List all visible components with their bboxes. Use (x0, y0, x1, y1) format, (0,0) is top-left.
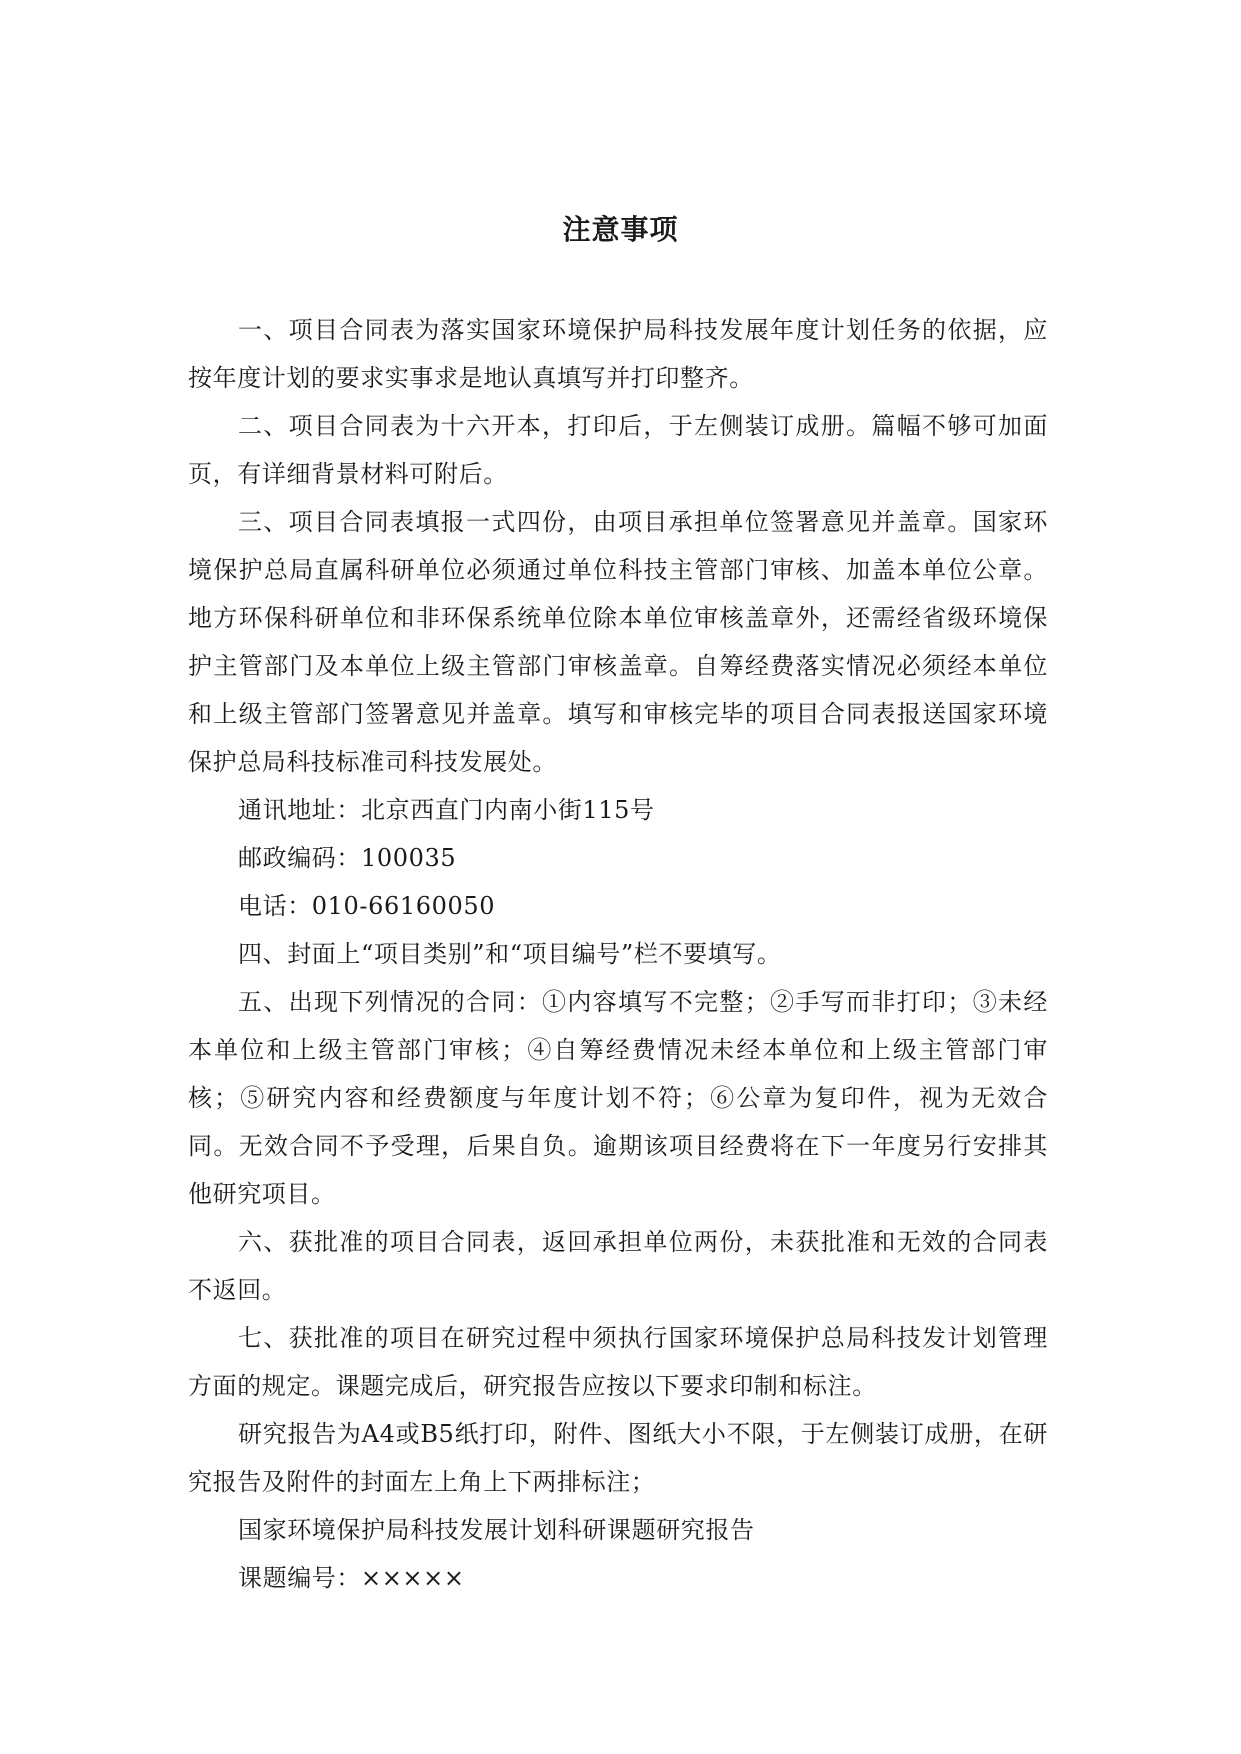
document-title: 注意事项 (562, 213, 679, 246)
report-format-paragraph: 研究报告为A4或B5纸打印，附件、图纸大小不限，于左侧装订成册，在研究报告及附件的封面左上角上下两排标注； (188, 1420, 1048, 1496)
item-2-paragraph: 二、项目合同表为十六开本，打印后，于左侧装订成册。篇幅不够可加面页，有详细背景材料可附后。 (188, 412, 1048, 488)
item-3-paragraph: 三、项目合同表填报一式四份，由项目承担单位签署意见并盖章。国家环境保护总局直属科研单位必须通过单位科技主管部门审核、加盖本单位公章。地方环保科研单位和非环保系统单位除本单位审核盖章外，还需经省级环境保护主管部门及本单位上级主管部门审核盖章。自筹经费落实情况必须经本单位和上级主管部门签署意见并盖章。填写和审核完毕的项目合同表报送国家环境保护总局科技标准司科技发展处。 (188, 508, 1048, 776)
item-7-paragraph: 七、获批准的项目在研究过程中须执行国家环境保护总局科技发计划管理方面的规定。课题完成后，研究报告应按以下要求印制和标注。 (188, 1324, 1048, 1400)
postal-code: 邮政编码：100035 (238, 844, 457, 872)
item-1-paragraph: 一、项目合同表为落实国家环境保护局科技发展年度计划任务的依据，应按年度计划的要求实事求是地认真填写并打印整齐。 (188, 316, 1048, 392)
item-4-paragraph: 四、封面上“项目类别”和“项目编号”栏不要填写。 (238, 940, 782, 968)
document-body (188, 306, 1048, 1602)
project-number-line: 课题编号：××××× (238, 1564, 465, 1592)
mailing-address: 通讯地址：北京西直门内南小街115号 (238, 796, 655, 824)
item-5-paragraph: 五、出现下列情况的合同：①内容填写不完整；②手写而非打印；③未经本单位和上级主管部门审核；④自筹经费情况未经本单位和上级主管部门审核；⑤研究内容和经费额度与年度计划不符；⑥公章为复印件，视为无效合同。无效合同不予受理，后果自负。逾期该项目经费将在下一年度另行安排其他研究项目。 (188, 988, 1048, 1208)
report-header-line: 国家环境保护局科技发展计划科研课题研究报告 (238, 1516, 755, 1544)
phone-number: 电话：010-66160050 (238, 892, 496, 920)
item-6-paragraph: 六、获批准的项目合同表，返回承担单位两份，未获批准和无效的合同表不返回。 (188, 1228, 1048, 1304)
